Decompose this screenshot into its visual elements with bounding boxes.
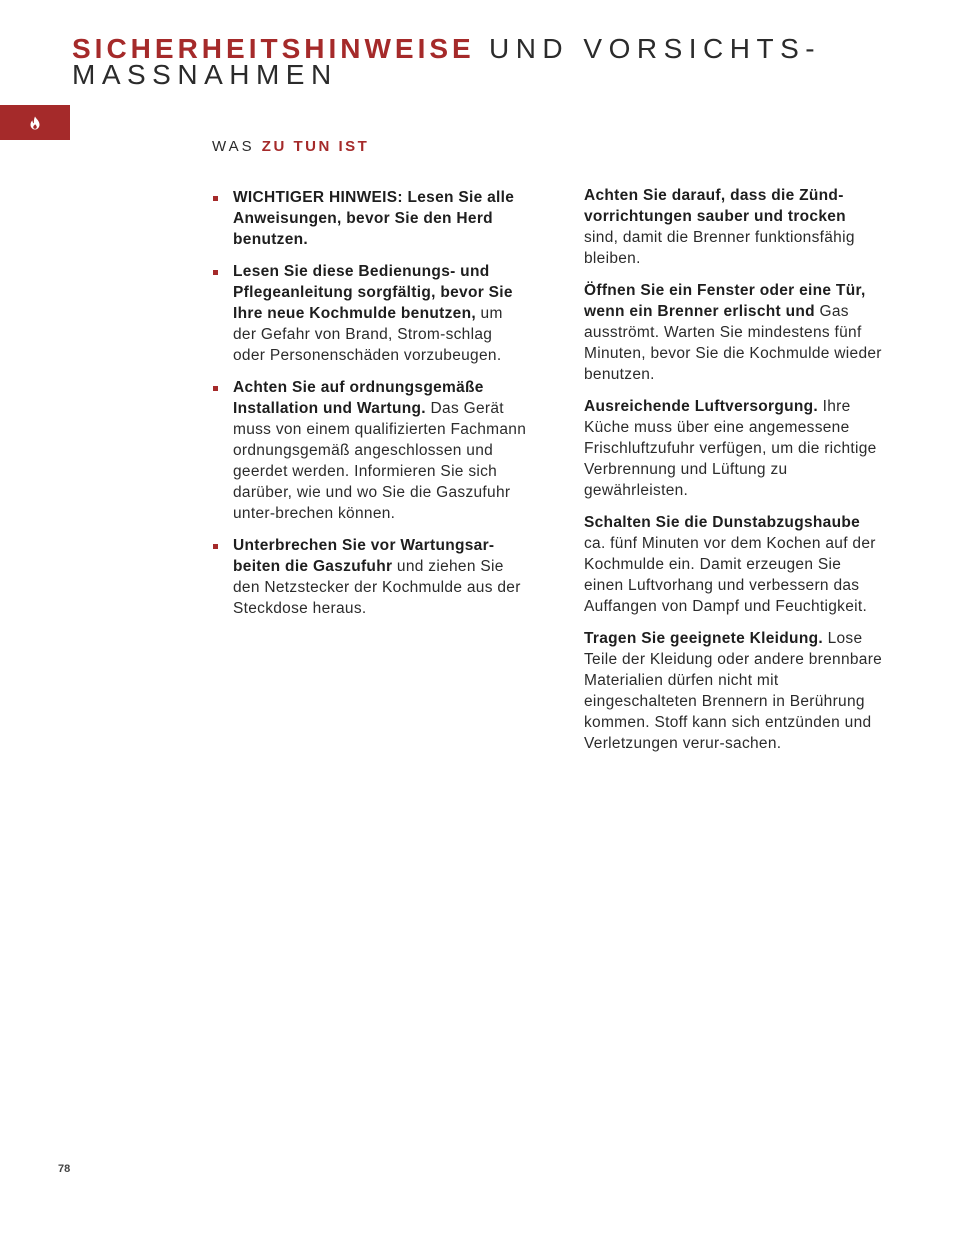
flame-icon [29, 116, 41, 130]
item-bold-text: Lesen Sie diese Bedienungs- und Pflegeanleitung sorgfältig, bevor Sie Ihre neue Kochmulde benutzen, [233, 263, 513, 322]
item-bold-text: Unterbrechen Sie vor Wartungsar-beiten die Gaszufuhr [233, 537, 495, 575]
subheading-highlight: ZU TUN IST [261, 138, 370, 155]
list-item [212, 535, 527, 619]
paragraph [584, 396, 884, 501]
title-rest: UND VORSICHTS- [474, 33, 822, 64]
paragraph-text: Ihre Küche muss über eine angemessene Frischluftzufuhr verfügen, um die richtige Verbrennung und Lüftung zu gewährleisten. [584, 398, 877, 499]
paragraph [584, 185, 884, 269]
paragraph-text: ca. fünf Minuten vor dem Kochen auf der Kochmulde ein. Damit erzeugen Sie einen Luftvorhang und verbessern das Auffangen von Dampf und Feuchtigkeit. [584, 535, 876, 615]
section-subheading [212, 138, 369, 155]
bullet-icon [213, 196, 218, 201]
paragraph-bold-text: Schalten Sie die Dunstabzugshaube [584, 514, 861, 531]
item-bold-text: WICHTIGER HINWEIS: Lesen Sie alle Anweisungen, bevor Sie den Herd benutzen. [233, 189, 515, 248]
paragraph [584, 280, 884, 385]
item-bold-text: Achten Sie auf ordnungsgemäße Installation und Wartung. [233, 379, 484, 417]
bullet-icon [213, 270, 218, 275]
paragraph-text: Lose Teile der Kleidung oder andere brennbare Materialien dürfen nicht mit eingeschalteten Brennern in Berührung kommen. Stoff kann sich entzünden und Verletzungen verur-sachen. [584, 630, 883, 752]
subheading-prefix: WAS [212, 138, 262, 155]
paragraph-bold-text: Achten Sie darauf, dass die Zünd-vorrichtungen sauber und trocken [584, 187, 846, 225]
title-highlight: SICHERHEITSHINWEISE [72, 33, 475, 64]
bullet-icon [213, 544, 218, 549]
left-column-list [212, 187, 527, 630]
item-text: und ziehen Sie den Netzstecker der Kochmulde aus der Steckdose heraus. [233, 558, 521, 617]
paragraph-bold-text: Öffnen Sie ein Fenster oder eine Tür, wenn ein Brenner erlischt und [584, 282, 866, 320]
page-number: 78 [58, 1163, 71, 1175]
right-column [584, 185, 884, 765]
list-item [212, 261, 527, 366]
page-title [72, 33, 822, 90]
paragraph [584, 512, 884, 617]
list-item [212, 187, 527, 250]
paragraph [584, 628, 884, 754]
paragraph-bold-text: Tragen Sie geeignete Kleidung. [584, 630, 823, 647]
title-line-2: MASSNAHMEN [72, 59, 338, 90]
section-tab [0, 105, 70, 140]
list-item [212, 377, 527, 524]
bullet-icon [213, 386, 218, 391]
paragraph-text: Gas ausströmt. Warten Sie mindestens fünf Minuten, bevor Sie die Kochmulde wieder benutzen. [584, 303, 882, 383]
item-text: Das Gerät muss von einem qualifizierten Fachmann ordnungsgemäß angeschlossen und geerdet werden. Informieren Sie sich darüber, wie und wo Sie die Gaszufuhr unter-brechen können. [233, 400, 527, 522]
item-text: um der Gefahr von Brand, Strom-schlag oder Personenschäden vorzubeugen. [233, 305, 503, 364]
paragraph-bold-text: Ausreichende Luftversorgung. [584, 398, 819, 415]
paragraph-text: sind, damit die Brenner funktionsfähig bleiben. [584, 229, 855, 267]
